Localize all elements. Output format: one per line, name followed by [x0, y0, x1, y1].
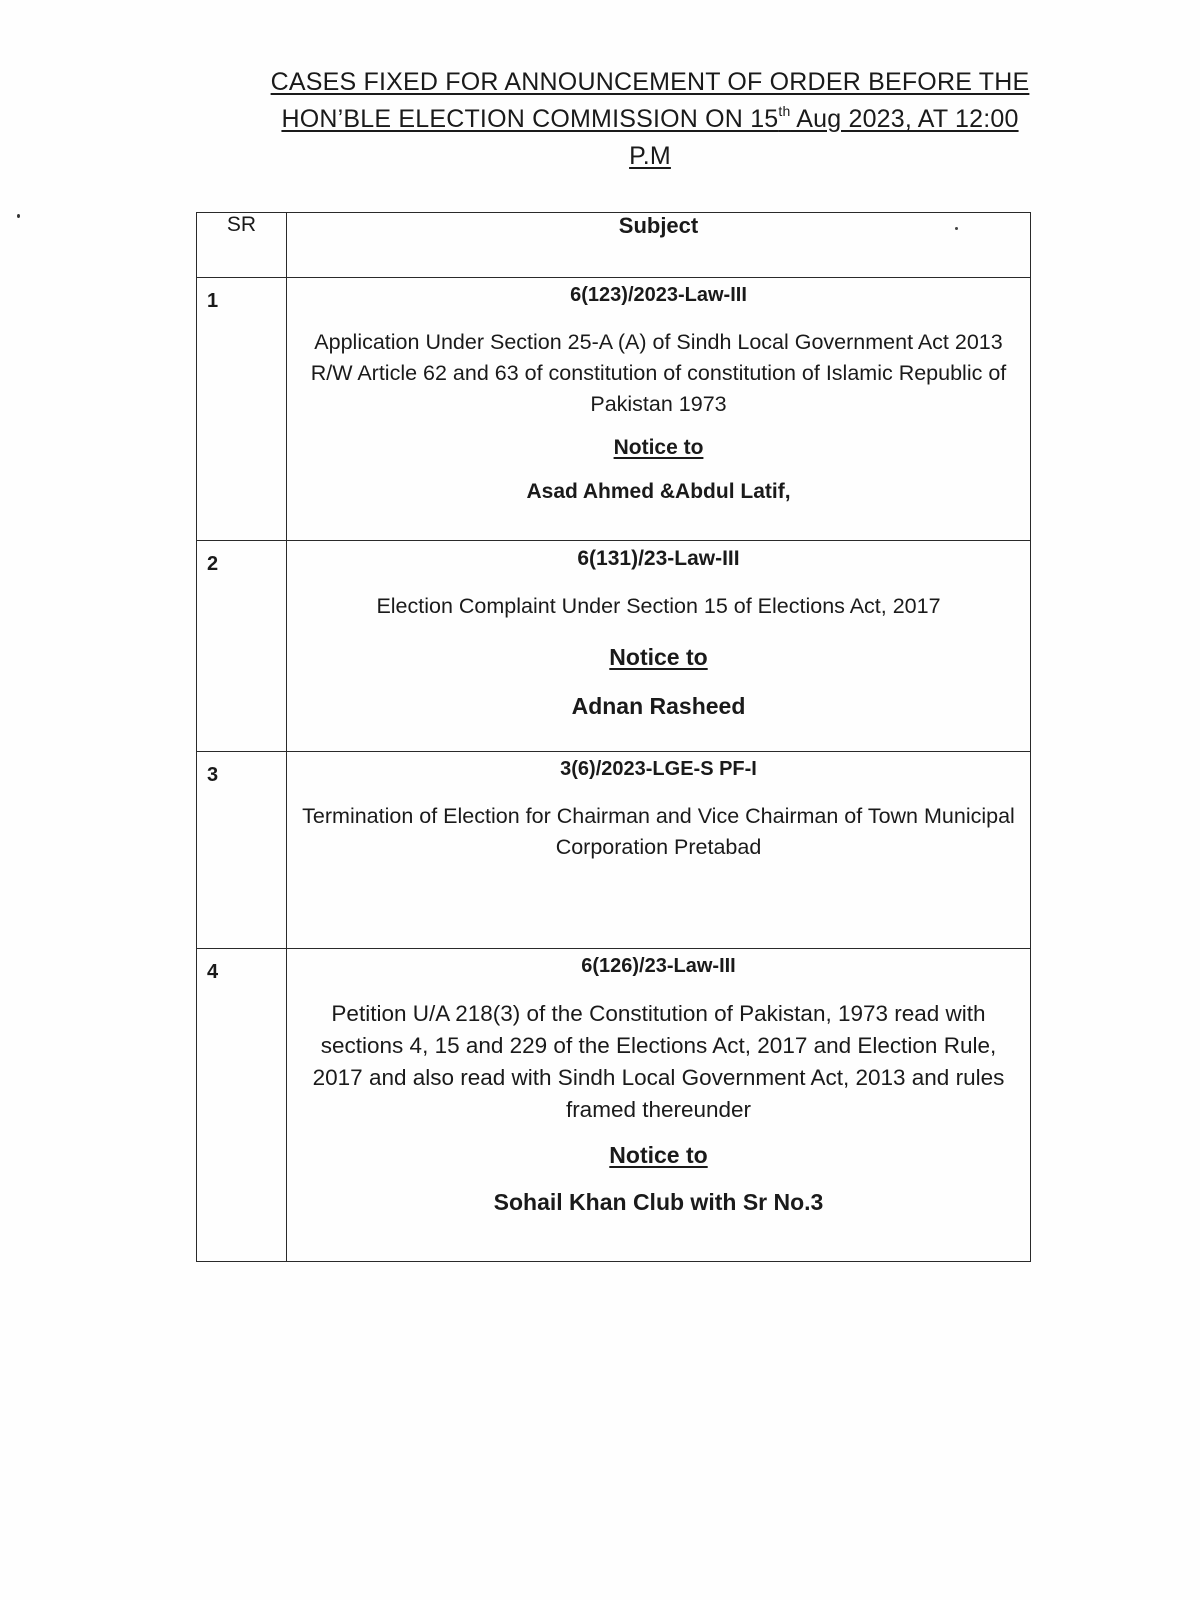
- cases-table: [196, 212, 1031, 1262]
- case-reference: 3(6)/2023-LGE-S PF-I: [560, 758, 757, 780]
- table-row: [197, 278, 1031, 541]
- title-date-superscript: th: [778, 103, 791, 119]
- notice-label: Notice to: [609, 1142, 708, 1168]
- document-title: [245, 64, 1055, 175]
- row-sr-number: 4: [197, 949, 287, 1262]
- notice-label: Notice to: [609, 644, 708, 670]
- table-row: [197, 949, 1031, 1262]
- row-sr-number: 2: [197, 541, 287, 752]
- row-subject-cell: [287, 949, 1031, 1262]
- row-sr-number: 1: [197, 278, 287, 541]
- case-description: Termination of Election for Chairman and Vice Chairman of Town Municipal Corporation Pretabad: [302, 804, 1015, 859]
- notice-party: Asad Ahmed &Abdul Latif,: [526, 480, 791, 503]
- title-line-2: [245, 101, 1055, 138]
- stray-dot-mark: [955, 227, 958, 230]
- title-line-2-prefix: HON’BLE ELECTION COMMISSION ON 15: [281, 105, 779, 133]
- stray-ink-mark: [17, 214, 20, 218]
- row-subject-cell: [287, 278, 1031, 541]
- table-row: [197, 541, 1031, 752]
- case-reference: 6(123)/2023-Law-III: [570, 284, 747, 306]
- column-header-sr: SR: [197, 213, 287, 278]
- table-row: [197, 752, 1031, 949]
- notice-party: Sohail Khan Club with Sr No.3: [493, 1189, 824, 1215]
- case-reference: 6(126)/23-Law-III: [581, 955, 736, 977]
- notice-party: Adnan Rasheed: [571, 693, 746, 719]
- notice-label: Notice to: [613, 436, 704, 459]
- title-line-2-suffix: Aug 2023, AT 12:00: [790, 105, 1019, 133]
- title-line-1: CASES FIXED FOR ANNOUNCEMENT OF ORDER BEFORE THE: [270, 68, 1030, 96]
- row-subject-cell: [287, 541, 1031, 752]
- case-description: Application Under Section 25-A (A) of Sindh Local Government Act 2013 R/W Article 62 and 63 of constitution of constitution of Islamic Republic of Pakistan 1973: [310, 330, 1007, 416]
- case-reference: 6(131)/23-Law-III: [577, 547, 740, 570]
- case-description: Election Complaint Under Section 15 of Elections Act, 2017: [376, 594, 941, 618]
- table-header-row: [197, 213, 1031, 278]
- column-header-subject-label: Subject: [618, 213, 699, 238]
- row-sr-number: 3: [197, 752, 287, 949]
- row-subject-cell: [287, 752, 1031, 949]
- column-header-subject: [287, 213, 1031, 278]
- case-description: Petition U/A 218(3) of the Constitution of Pakistan, 1973 read with sections 4, 15 and 229 of the Elections Act, 2017 and Election Rule, 2017 and also read with Sindh Local Government Act, 2013 and rules framed thereunder: [312, 1001, 1005, 1122]
- title-line-3: P.M: [629, 142, 671, 170]
